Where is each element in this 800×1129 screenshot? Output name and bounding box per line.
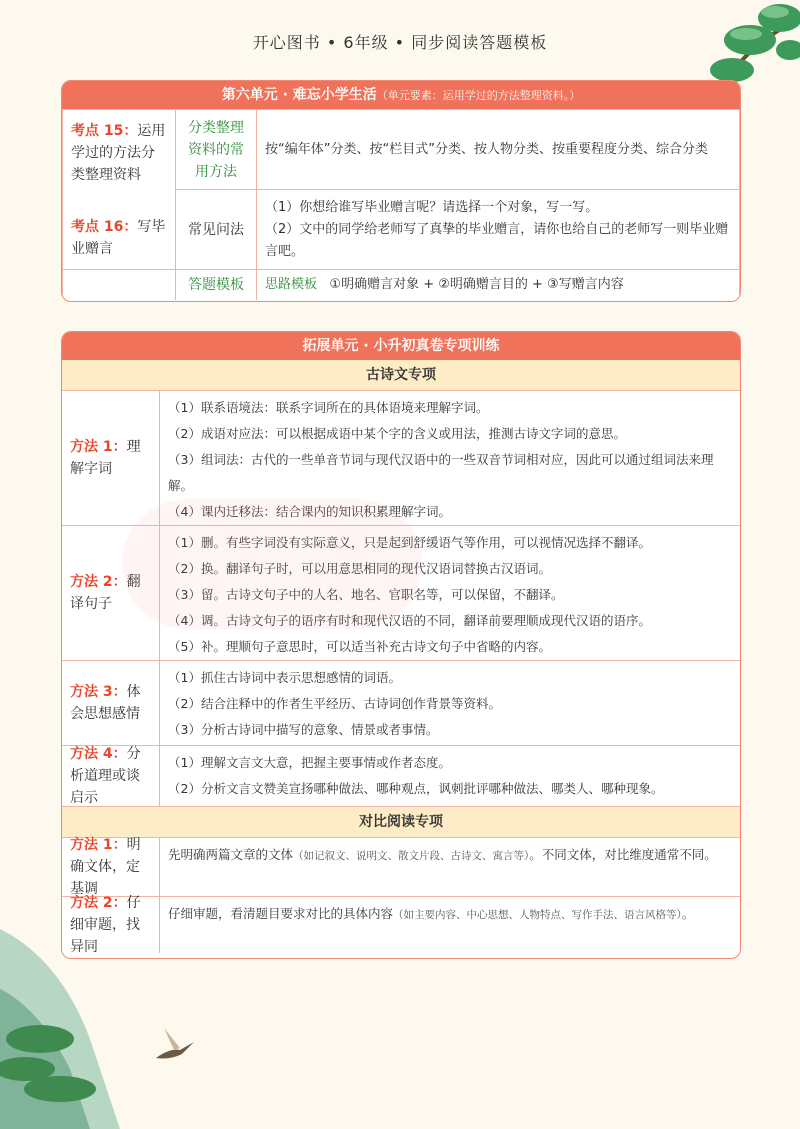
- row3-label: 答题模板: [176, 270, 257, 301]
- kp15-key: 考点 15：: [71, 122, 138, 139]
- compare-section-head: 对比阅读专项: [62, 807, 740, 838]
- method-item: （5）补。理顺句子意思时，可以适当补充古诗文句子中省略的内容。: [168, 639, 551, 654]
- row3-content-cell: [257, 270, 740, 301]
- unit6-title: 第六单元 · 难忘小学生活: [221, 87, 377, 103]
- method-name: 仔细审题，找异同: [70, 895, 141, 955]
- method-key: 方法 3：: [70, 684, 127, 700]
- compare-examples: （如记叙文、说明文、散文片段、古诗文、寓言等）: [293, 850, 530, 862]
- row2-question-2: （2）文中的同学给老师写了真挚的毕业赠言，请你也给自己的老师写一则毕业赠言吧。: [265, 221, 729, 259]
- method-cell: [62, 897, 160, 953]
- method-cell: [62, 746, 160, 806]
- row2-content: [257, 190, 740, 270]
- row1-content: 按“编年体”分类、按“栏目式”分类、按人物分类、按重要程度分类、综合分类: [257, 110, 740, 190]
- kp-empty-cell: [63, 270, 176, 301]
- page-header: 开心图书 • 6年级 • 同步阅读答题模板: [252, 33, 548, 52]
- method-item: （1）抓住古诗词中表示思想感情的词语。: [168, 670, 401, 685]
- method-key: 方法 2：: [70, 895, 127, 911]
- method-item: （1）理解文言文大意，把握主要事情或作者态度。: [168, 755, 451, 770]
- unit6-note: （单元要素：运用学过的方法整理资料。）: [376, 89, 581, 102]
- compare-text: 仔细审题，看清题目要求对比的具体内容: [168, 906, 394, 921]
- unit6-title-bar: [62, 81, 740, 109]
- method-key: 方法 2：: [70, 574, 127, 590]
- method-cell: [62, 391, 160, 525]
- method-item: （3）组词法：古代的一些单音节词与现代汉语中的一些双音节词相对应，因此可以通过组词法来理解。: [168, 452, 714, 493]
- method-item: （3）分析古诗词中描写的意象、情景或者事情。: [168, 722, 439, 737]
- kp-cell: [63, 110, 176, 270]
- method-item: （2）分析文言文赞美宣扬哪种做法、哪种观点，讽刺批评哪种做法、哪类人、哪种现象。: [168, 781, 664, 796]
- method-name: 分析道理或谈启示: [70, 746, 141, 806]
- method-item: （2）换。翻译句子时，可以用意思相同的现代汉语词替换古汉语词。: [168, 561, 551, 576]
- compare-text-end: 。: [681, 906, 695, 921]
- kp16-key: 考点 16：: [71, 218, 138, 235]
- watermark-decoration: [122, 499, 422, 629]
- poetry-method-3: [62, 661, 740, 746]
- row3-sub-label: 思路模板: [265, 277, 318, 292]
- row2-label: 常见问法: [176, 190, 257, 270]
- expand-title: 拓展单元 · 小升初真卷专项训练: [62, 332, 740, 360]
- method-item: （3）留。古诗文句子中的人名、地名、官职名等，可以保留，不翻译。: [168, 587, 564, 602]
- method-name: 体会思想感情: [70, 684, 141, 722]
- method-items: [160, 746, 740, 806]
- kp16-text: 写毕业赠言: [71, 218, 166, 257]
- row1-label: 分类整理资料的常用方法: [176, 110, 257, 190]
- method-name: 理解字词: [70, 439, 141, 477]
- method-item: （1）联系语境法：联系字词所在的具体语境来理解字词。: [168, 400, 489, 415]
- poetry-section-head: 古诗文专项: [62, 360, 740, 391]
- method-items: [160, 838, 740, 896]
- method-name: 翻译句子: [70, 574, 141, 612]
- crane-bird-decoration: [150, 1018, 198, 1066]
- compare-text: 先明确两篇文章的文体: [168, 847, 294, 862]
- method-item: （1）删。有些字词没有实际意义，只是起到舒缓语气等作用，可以视情况选择不翻译。: [168, 535, 651, 550]
- compare-method-1: [62, 838, 740, 897]
- unit6-card: [61, 80, 741, 302]
- method-item: （4）调。古诗文句子的语序有时和现代汉语的不同，翻译前要理顺成现代汉语的语序。: [168, 613, 651, 628]
- method-items: [160, 661, 740, 745]
- row2-question-1: （1）你想给谁写毕业赠言呢？请选择一个对象，写一写。: [265, 199, 599, 215]
- unit6-table: [62, 109, 740, 300]
- expand-card: [61, 331, 741, 959]
- method-key: 方法 4：: [70, 746, 127, 762]
- method-items: [160, 897, 740, 953]
- compare-examples: （如主要内容、中心思想、人物特点、写作手法、语言风格等）: [393, 909, 682, 921]
- method-key: 方法 1：: [70, 439, 127, 455]
- method-item: （4）课内迁移法：结合课内的知识积累理解字词。: [168, 504, 451, 519]
- poetry-method-4: [62, 746, 740, 807]
- compare-method-2: [62, 897, 740, 953]
- row3-content: ①明确赠言对象 + ②明确赠言目的 + ③写赠言内容: [329, 277, 624, 292]
- kp16-block: [71, 216, 167, 260]
- method-name: 明确文体，定基调: [70, 837, 141, 897]
- kp15-block: [71, 120, 167, 186]
- compare-text-end: 。不同文体，对比维度通常不同。: [529, 847, 717, 862]
- kp15-text: 运用学过的方法分类整理资料: [71, 122, 166, 183]
- method-cell: [62, 661, 160, 745]
- method-item: （2）结合注释中的作者生平经历、古诗词创作背景等资料。: [168, 696, 501, 711]
- method-item: （2）成语对应法：可以根据成语中某个字的含义或用法，推测古诗文字词的意思。: [168, 426, 626, 441]
- method-cell: [62, 838, 160, 896]
- method-key: 方法 1：: [70, 837, 127, 853]
